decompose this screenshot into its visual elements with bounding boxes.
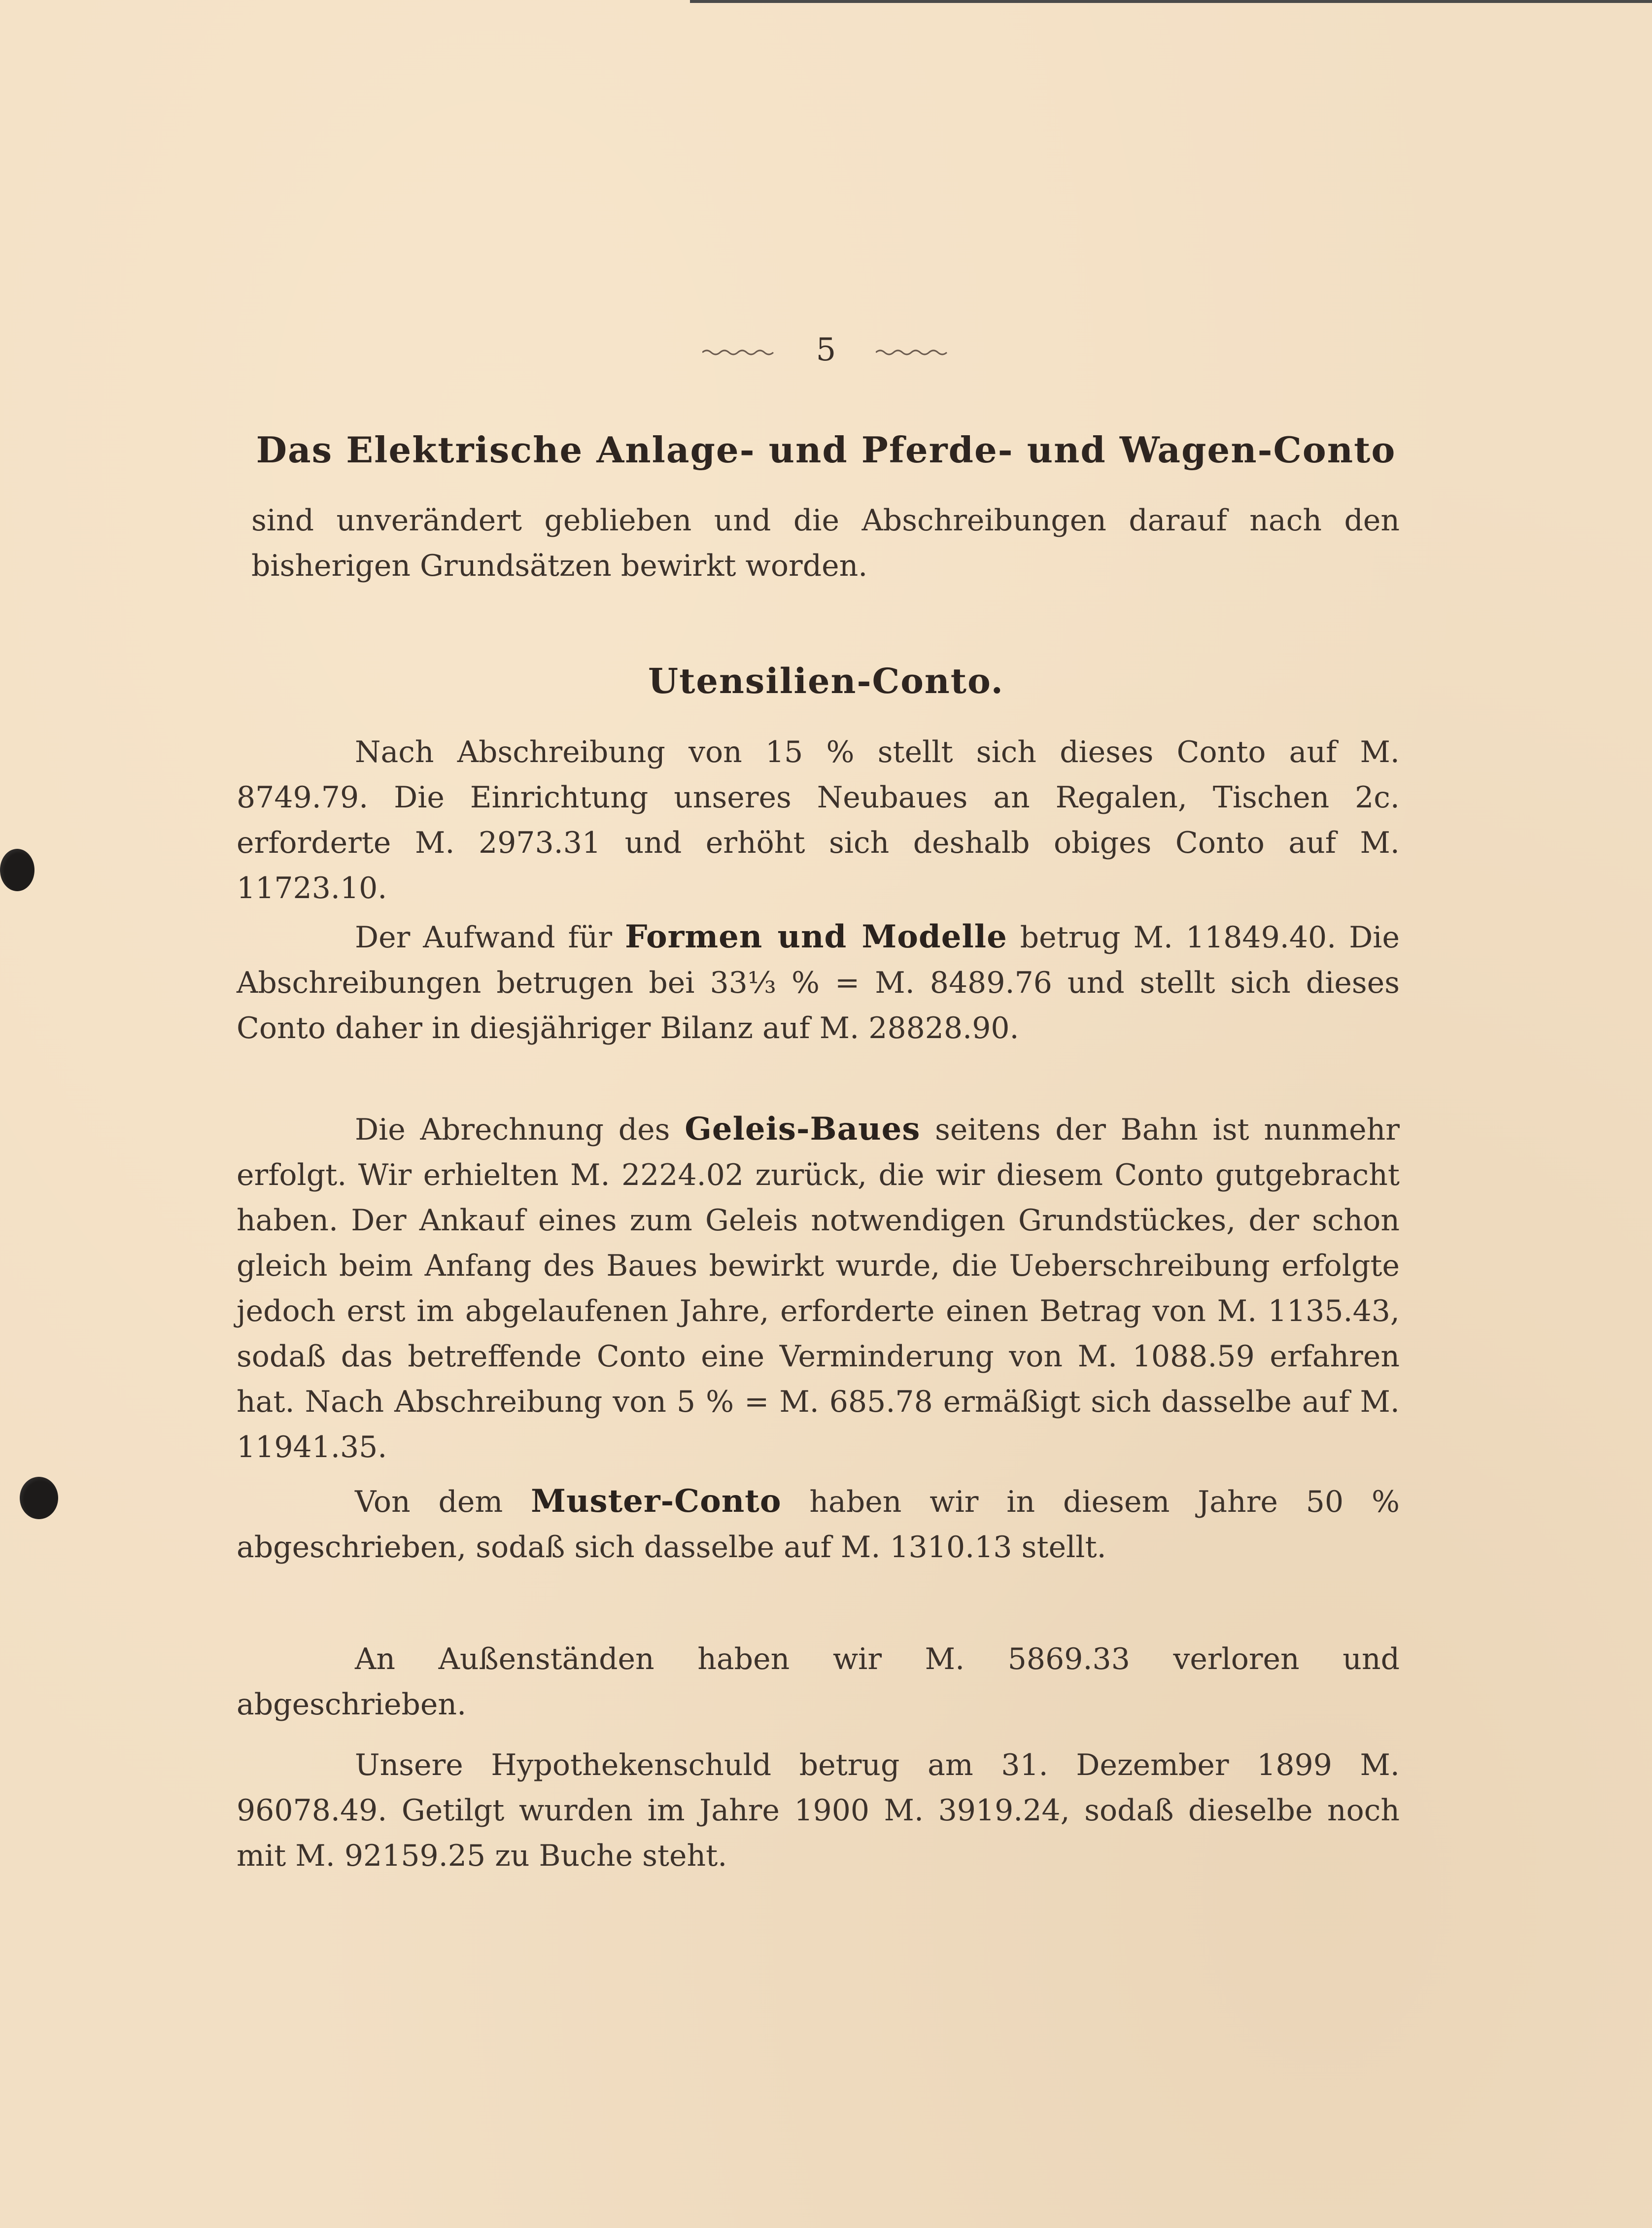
paragraph-utensilien [237, 730, 1400, 911]
page-number: 5 [816, 332, 836, 368]
paragraph-text: Unsere Hypothekenschuld betrug am 31. Dezember 1899 M. 96078.49. Getilgt wurden im Jahre 1900 M. 3919.24, sodaß dieselbe noch mit M. 92159.25 zu Buche steht. [237, 1748, 1400, 1873]
paragraph-text: sind unverändert geblieben und die Abschreibungen darauf nach den bisherigen Grundsätzen bewirkt worden. [251, 503, 1400, 583]
wave-ornament-left [702, 348, 776, 357]
scan-top-edge [690, 0, 1652, 3]
page-number-header [0, 325, 1652, 375]
text-run: seitens der Bahn ist nunmehr erfolgt. Wir erhielten M. 2224.02 zurück, die wir diesem Conto gutgebracht haben. Der Ankauf eines zum Geleis notwendigen Grundstückes, der schon gleich beim Anfang des Baues bewirkt wurde, die Ueberschreibung erfolgte jedoch erst im abgelaufenen Jahre, erforderte einen Betrag von M. 1135.43, sodaß das betreffende Conto eine Verminderung von M. 1088.59 erfahren hat. Nach Abschreibung von 5 % = M. 685.78 ermäßigt sich dasselbe auf M. 11941.35. [237, 1113, 1400, 1464]
text-run: Die Abrechnung des [355, 1113, 685, 1147]
paragraph-muster-conto [237, 1479, 1400, 1570]
paragraph-geleis-bau [237, 1107, 1400, 1470]
section-heading-elektrische-anlage: Das Elektrische Anlage- und Pferde- und Wagen-Conto [256, 429, 1396, 471]
bold-term-formen-modelle: Formen und Modelle [625, 918, 1007, 955]
punch-hole-upper [0, 849, 34, 891]
text-run: Der Aufwand für [355, 920, 625, 955]
paragraph-elektrische-anlage [251, 498, 1400, 589]
section-heading-utensilien: Utensilien-Conto. [648, 661, 1004, 701]
text-run: betrug M. 11849.40. Die Abschreibungen betrugen bei 33⅓ % = M. 8489.76 und stellt sich dieses Conto daher in diesjähriger Bilanz auf M. 28828.90. [237, 920, 1400, 1045]
paragraph-text: Nach Abschreibung von 15 % stellt sich dieses Conto auf M. 8749.79. Die Einrichtung unseres Neubaues an Regalen, Tischen 2c. erforderte M. 2973.31 und erhöht sich deshalb obiges Conto auf M. 11723.10. [237, 735, 1400, 905]
paragraph-text: An Außenständen haben wir M. 5869.33 verloren und abgeschrieben. [237, 1642, 1400, 1722]
bold-term-muster-conto: Muster-Conto [531, 1483, 782, 1520]
paragraph-text [237, 1479, 1400, 1570]
paragraph-formen-modelle [237, 914, 1400, 1051]
paragraph-text [237, 914, 1400, 1051]
wave-ornament-right [876, 348, 950, 357]
paragraph-text [237, 1107, 1400, 1470]
text-run: Von dem [355, 1485, 531, 1519]
bold-term-geleis-baues: Geleis-Baues [685, 1111, 921, 1148]
punch-hole-lower [20, 1477, 58, 1519]
paragraph-aussenstaende [237, 1636, 1400, 1727]
text-run: haben wir in diesem Jahre 50 % abgeschrieben, sodaß sich dasselbe auf M. 1310.13 stellt. [237, 1485, 1400, 1565]
paragraph-hypothekenschuld [237, 1742, 1400, 1879]
